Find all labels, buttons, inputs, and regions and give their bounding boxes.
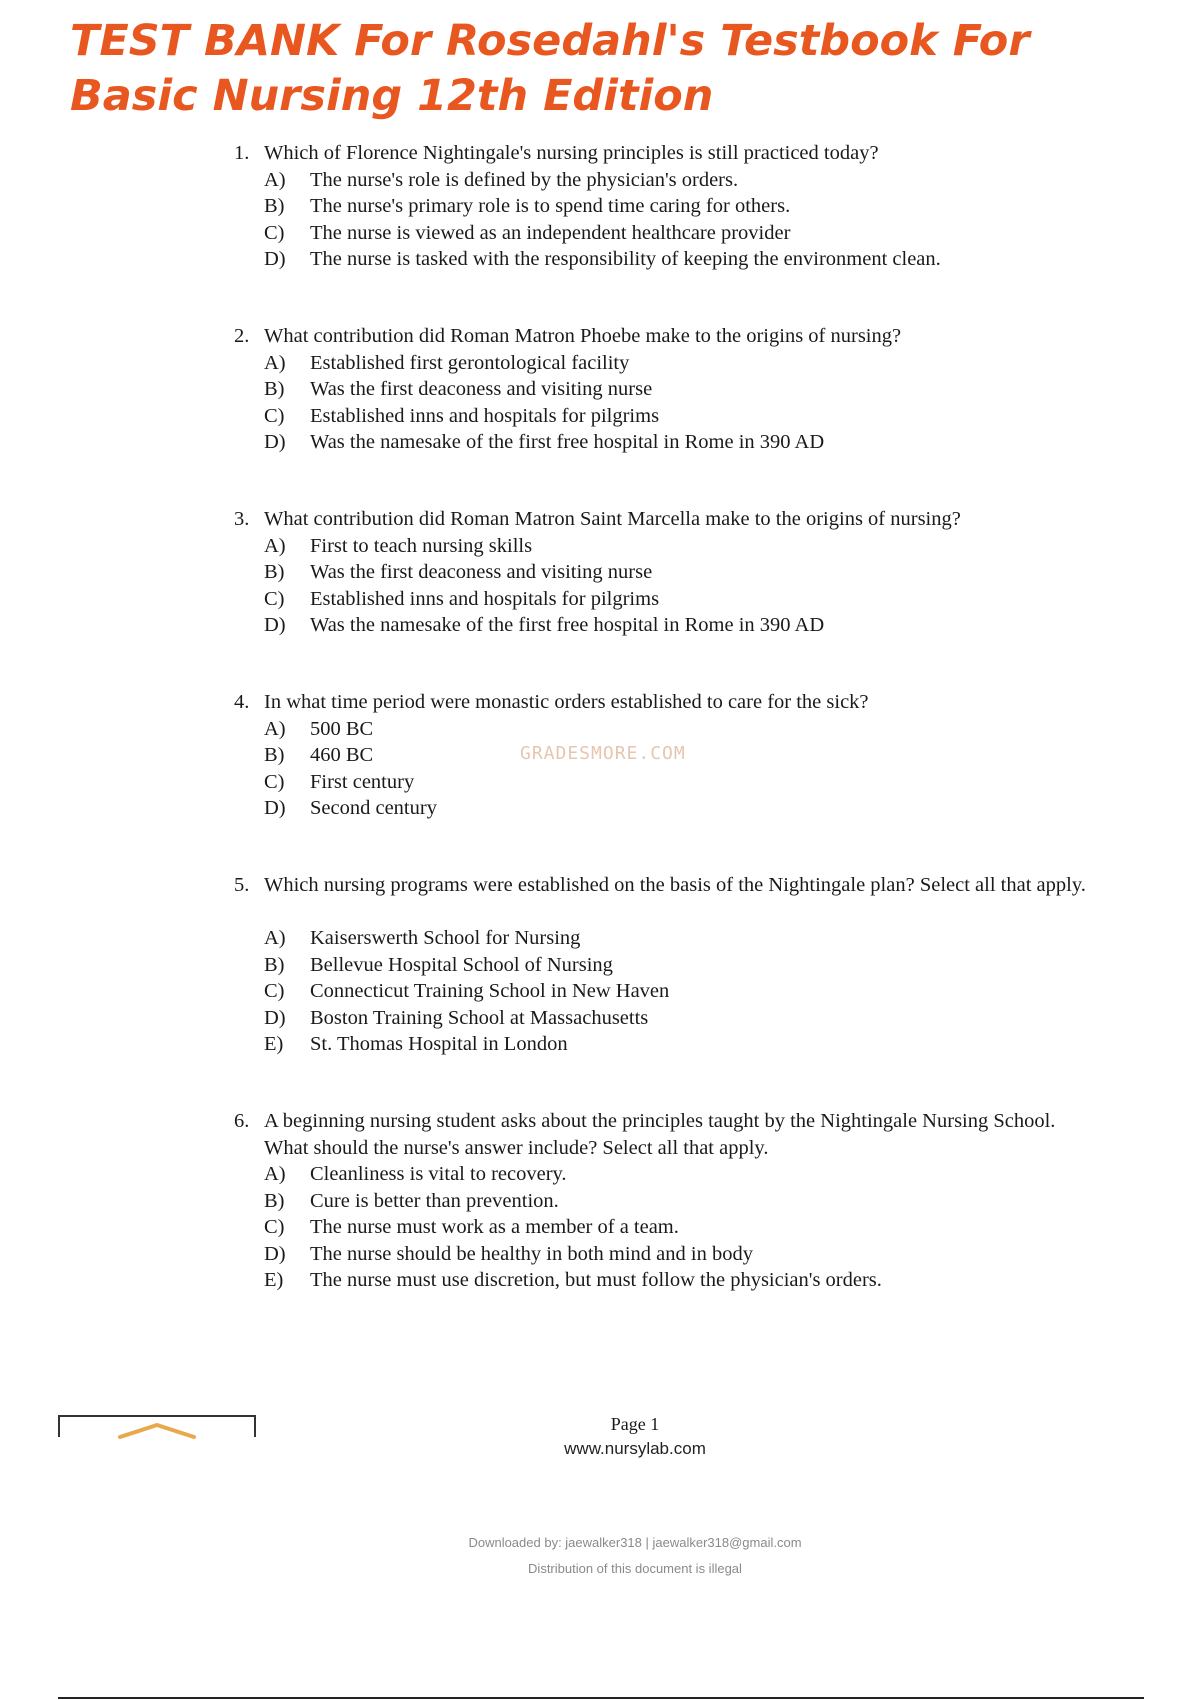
option-letter: C) bbox=[264, 587, 285, 610]
option-text: The nurse must work as a member of a team. bbox=[310, 1216, 679, 1238]
roof-logo-icon bbox=[118, 1423, 196, 1439]
question-list bbox=[234, 140, 1094, 1344]
option-list bbox=[264, 716, 1094, 822]
option-item bbox=[264, 1188, 1094, 1215]
option-item bbox=[264, 1161, 1094, 1188]
option-list bbox=[264, 533, 1094, 639]
option-item bbox=[264, 586, 1094, 613]
option-letter: A) bbox=[264, 927, 286, 949]
option-text: First to teach nursing skills bbox=[310, 534, 533, 557]
option-letter: E) bbox=[264, 1033, 284, 1055]
option-letter: A) bbox=[264, 717, 286, 740]
option-text: The nurse's primary role is to spend time caring for others. bbox=[310, 195, 791, 217]
option-letter: B) bbox=[264, 1189, 285, 1212]
option-text: First century bbox=[310, 770, 415, 793]
option-item bbox=[264, 376, 1094, 403]
option-text: The nurse is viewed as an independent healthcare provider bbox=[310, 221, 791, 244]
option-item bbox=[264, 769, 1094, 796]
option-item bbox=[264, 952, 1094, 979]
option-item bbox=[264, 1031, 1094, 1058]
option-text: The nurse must use discretion, but must follow the physician's orders. bbox=[310, 1269, 882, 1291]
question-stem: What contribution did Roman Matron Saint Marcella make to the origins of nursing? bbox=[264, 508, 961, 530]
option-item bbox=[264, 716, 1094, 743]
option-item bbox=[264, 559, 1094, 586]
option-list bbox=[264, 1161, 1094, 1294]
footer-logo-box bbox=[58, 1415, 256, 1437]
option-text: Was the first deaconess and visiting nurse bbox=[310, 378, 653, 400]
option-text: Kaiserswerth School for Nursing bbox=[310, 927, 581, 949]
question-4 bbox=[234, 689, 1094, 872]
option-item bbox=[264, 167, 1094, 194]
option-item bbox=[264, 246, 1094, 273]
question-6 bbox=[234, 1108, 1094, 1344]
watermark-text: GRADESMORE.COM bbox=[520, 743, 686, 764]
option-text: Established first gerontological facility bbox=[310, 351, 630, 374]
option-letter: B) bbox=[264, 744, 285, 766]
option-letter: D) bbox=[264, 1242, 286, 1265]
option-text: 500 BC bbox=[310, 717, 374, 740]
option-text: Established inns and hospitals for pilgrims bbox=[310, 404, 660, 427]
question-2 bbox=[234, 323, 1094, 506]
option-letter: D) bbox=[264, 248, 286, 270]
document-title: TEST BANK For Rosedahl's Testbook For Basic Nursing 12th Edition bbox=[70, 16, 1030, 121]
question-stem: In what time period were monastic orders established to care for the sick? bbox=[264, 691, 869, 713]
option-list bbox=[264, 167, 1094, 273]
option-letter: B) bbox=[264, 953, 285, 976]
option-item bbox=[264, 795, 1094, 822]
option-letter: C) bbox=[264, 1216, 285, 1238]
option-text: The nurse is tasked with the responsibility of keeping the environment clean. bbox=[310, 248, 941, 270]
option-item bbox=[264, 1267, 1094, 1294]
option-item bbox=[264, 193, 1094, 220]
option-item bbox=[264, 612, 1094, 639]
option-text: Boston Training School at Massachusetts bbox=[310, 1006, 649, 1029]
option-letter: D) bbox=[264, 614, 286, 636]
option-letter: A) bbox=[264, 534, 286, 557]
option-letter: D) bbox=[264, 431, 286, 453]
question-number: 2. bbox=[234, 325, 250, 347]
option-text: St. Thomas Hospital in London bbox=[310, 1033, 568, 1055]
option-item bbox=[264, 1241, 1094, 1268]
option-letter: A) bbox=[264, 1163, 286, 1185]
download-info: Downloaded by: jaewalker318 | jaewalker318@gmail.com bbox=[468, 1535, 802, 1550]
bottom-divider bbox=[58, 1697, 1144, 1699]
option-text: The nurse should be healthy in both mind and in body bbox=[310, 1242, 753, 1265]
option-text: Second century bbox=[310, 797, 437, 819]
question-number: 3. bbox=[234, 508, 250, 530]
option-item bbox=[264, 403, 1094, 430]
option-item bbox=[264, 978, 1094, 1005]
option-text: The nurse's role is defined by the physician's orders. bbox=[310, 168, 739, 191]
option-letter: A) bbox=[264, 168, 286, 191]
option-text: Was the first deaconess and visiting nurse bbox=[310, 561, 653, 583]
option-text: 460 BC bbox=[310, 744, 374, 766]
option-item bbox=[264, 429, 1094, 456]
question-stem: A beginning nursing student asks about the principles taught by the Nightingale Nursing School. What should the nurse's answer include? Select all that apply. bbox=[264, 1110, 1056, 1159]
option-text: Cure is better than prevention. bbox=[310, 1189, 559, 1212]
option-letter: B) bbox=[264, 561, 285, 583]
option-text: Established inns and hospitals for pilgrims bbox=[310, 587, 660, 610]
question-stem: Which nursing programs were established on the basis of the Nightingale plan? Select all that apply. bbox=[264, 874, 1086, 896]
option-letter: D) bbox=[264, 1006, 286, 1029]
option-item bbox=[264, 1214, 1094, 1241]
option-letter: B) bbox=[264, 195, 285, 217]
option-letter: A) bbox=[264, 351, 286, 374]
question-stem: What contribution did Roman Matron Phoebe make to the origins of nursing? bbox=[264, 325, 902, 347]
option-text: Was the namesake of the first free hospital in Rome in 390 AD bbox=[310, 431, 825, 453]
option-item bbox=[264, 925, 1094, 952]
option-text: Bellevue Hospital School of Nursing bbox=[310, 953, 613, 976]
option-list bbox=[264, 925, 1094, 1058]
option-item bbox=[264, 1005, 1094, 1032]
question-5 bbox=[234, 872, 1094, 1108]
option-letter: C) bbox=[264, 404, 285, 427]
option-letter: B) bbox=[264, 378, 285, 400]
question-stem: Which of Florence Nightingale's nursing principles is still practiced today? bbox=[264, 142, 879, 164]
option-letter: C) bbox=[264, 770, 285, 793]
option-text: Cleanliness is vital to recovery. bbox=[310, 1163, 567, 1185]
page-number: Page 1 bbox=[610, 1414, 660, 1434]
option-text: Was the namesake of the first free hospital in Rome in 390 AD bbox=[310, 614, 825, 636]
option-item bbox=[264, 533, 1094, 560]
question-number: 1. bbox=[234, 142, 250, 164]
option-text: Connecticut Training School in New Haven bbox=[310, 980, 670, 1002]
option-item bbox=[264, 350, 1094, 377]
option-letter: C) bbox=[264, 980, 285, 1002]
option-item bbox=[264, 220, 1094, 247]
question-number: 6. bbox=[234, 1110, 250, 1132]
option-letter: E) bbox=[264, 1269, 284, 1291]
footer-site-url: www.nursylab.com bbox=[564, 1439, 706, 1458]
question-number: 4. bbox=[234, 691, 250, 713]
option-letter: C) bbox=[264, 221, 285, 244]
question-1 bbox=[234, 140, 1094, 323]
distribution-notice: Distribution of this document is illegal bbox=[528, 1561, 742, 1576]
question-number: 5. bbox=[234, 874, 250, 896]
option-list bbox=[264, 350, 1094, 456]
option-letter: D) bbox=[264, 797, 286, 819]
question-3 bbox=[234, 506, 1094, 689]
